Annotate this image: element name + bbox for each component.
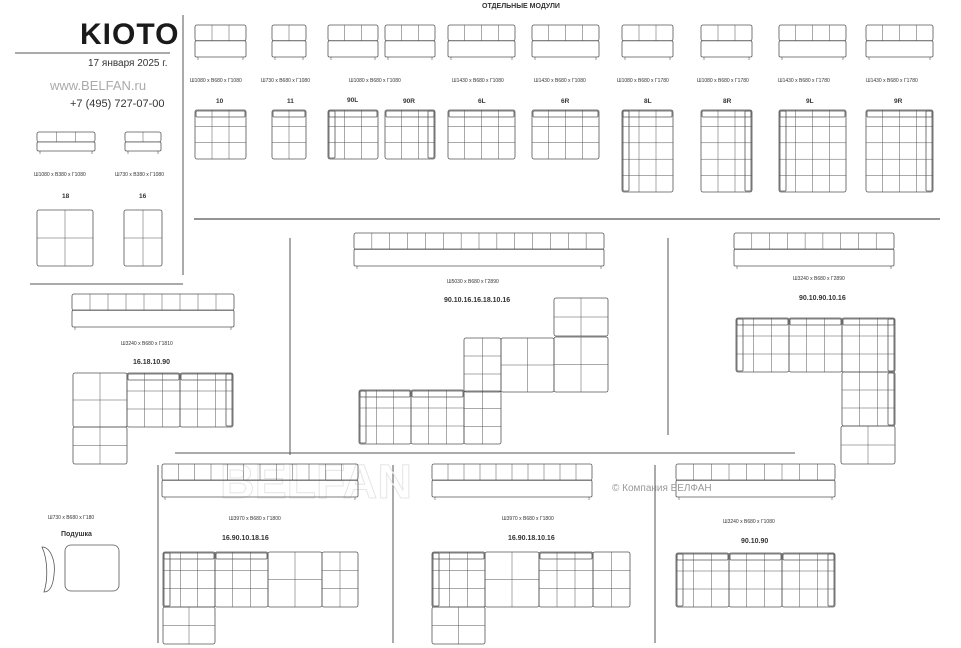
module-dims: Ш1430 х В680 х Г1080 <box>452 78 504 84</box>
module-code: 11 <box>287 98 294 105</box>
seat-outline <box>411 390 464 444</box>
sofa-base <box>125 142 161 151</box>
phone-number: +7 (495) 727-07-00 <box>70 98 165 110</box>
module-dims: Ш1430 х В680 х Г1080 <box>534 78 586 84</box>
module-dims: Ш1080 х В680 х Г1780 <box>617 78 669 84</box>
back-cushion <box>360 391 410 397</box>
seat-outline <box>701 110 752 192</box>
back-cushion <box>181 374 232 380</box>
module-dims: Ш1080 х В680 х Г1080 <box>190 78 242 84</box>
back-cushion <box>888 373 894 425</box>
sofa-base <box>448 41 515 57</box>
brand-title: KIOTO <box>80 18 180 51</box>
back-cushion <box>329 111 377 117</box>
back-cushion <box>702 111 751 117</box>
composition-code: 90.10.90.10.16 <box>799 295 846 302</box>
sofa-base <box>866 41 933 57</box>
composition-dims: Ш3240 х В680 х Г2890 <box>793 276 845 282</box>
seat-outline <box>782 553 835 607</box>
back-cushion <box>540 553 592 559</box>
composition-code: 16.90.10.18.16 <box>222 535 269 542</box>
back-cushion <box>926 111 932 191</box>
back-cushion <box>412 391 463 397</box>
copyright-note: © Компания БЕЛФАН <box>612 483 712 494</box>
module-code: 90L <box>347 97 359 104</box>
module-code: 6L <box>478 98 486 105</box>
pillow-label: Подушка <box>61 531 92 538</box>
sofa-base <box>779 41 846 57</box>
seat-outline <box>676 464 835 480</box>
sofa-base <box>272 41 306 57</box>
seat-outline <box>72 294 234 310</box>
back-cushion <box>730 554 781 560</box>
module-dims: Ш1080 х В680 х Г1780 <box>697 78 749 84</box>
module-code: 9L <box>806 98 814 105</box>
seat-outline <box>729 553 782 607</box>
sofa-base <box>532 41 599 57</box>
back-cushion <box>623 111 672 117</box>
back-cushion <box>216 553 267 559</box>
seat-outline <box>359 390 411 444</box>
back-cushion <box>745 111 751 191</box>
composition-code: 16.90.18.10.16 <box>508 535 555 542</box>
seat-outline <box>789 318 842 372</box>
section-title: ОТДЕЛЬНЫЕ МОДУЛИ <box>482 3 560 10</box>
back-cushion <box>737 319 743 371</box>
back-cushion <box>164 553 170 606</box>
sofa-base <box>734 249 894 266</box>
module-code: 10 <box>216 98 224 105</box>
back-cushion <box>783 554 834 560</box>
seat-outline <box>328 25 378 41</box>
back-cushion <box>677 554 728 560</box>
composition-code: 90.10.90 <box>741 538 769 545</box>
composition-dims: Ш3240 х В680 х Г1810 <box>121 341 173 347</box>
sofa-base <box>622 41 673 57</box>
module-dims: Ш1080 х В680 х Г1080 <box>349 78 401 84</box>
seat-outline <box>127 373 180 427</box>
sofa-base <box>701 41 752 57</box>
composition-code: 90.10.16.16.18.10.16 <box>444 297 511 304</box>
module-dims: Ш1430 х В680 х Г1780 <box>866 78 918 84</box>
module-code: 6R <box>561 98 570 105</box>
back-cushion <box>164 553 214 559</box>
back-cushion <box>433 553 484 559</box>
seat-outline <box>432 552 485 607</box>
module-code: 90R <box>403 98 415 105</box>
pouf-code: 18 <box>62 193 70 200</box>
seat-outline <box>539 552 593 607</box>
back-cushion <box>737 319 788 325</box>
seat-outline <box>37 132 95 142</box>
seat-outline <box>842 372 895 426</box>
seat-outline <box>163 552 215 607</box>
website-link[interactable]: www.BELFAN.ru <box>50 78 147 93</box>
seat-outline <box>180 373 233 427</box>
back-cushion <box>128 374 179 380</box>
back-cushion <box>780 111 786 191</box>
pouf-dims: Ш1080 х В380 х Г1080 <box>34 172 86 178</box>
sofa-base <box>162 480 358 497</box>
back-cushion <box>843 319 894 325</box>
sofa-base <box>195 41 246 57</box>
back-cushion <box>360 391 366 443</box>
back-cushion <box>677 554 683 606</box>
pouf-dims: Ш730 х В380 х Г1080 <box>115 172 164 178</box>
sofa-base <box>72 310 234 327</box>
sofa-base <box>385 41 435 57</box>
back-cushion <box>828 554 834 606</box>
seat-outline <box>701 25 752 41</box>
pillow-front-view <box>65 545 119 591</box>
back-cushion <box>790 319 841 325</box>
seat-outline <box>842 318 895 372</box>
module-dims: Ш1430 х В680 х Г1780 <box>778 78 830 84</box>
date-label: 17 января 2025 г. <box>88 58 168 69</box>
pouf-code: 16 <box>139 193 147 200</box>
watermark: BELFAN <box>220 456 412 509</box>
module-code: 8L <box>644 98 652 105</box>
composition-dims: Ш3970 х В680 х Г1800 <box>502 516 554 522</box>
seat-outline <box>385 25 435 41</box>
seat-outline <box>215 552 268 607</box>
sofa-base <box>37 142 95 151</box>
seat-outline <box>195 25 246 41</box>
sofa-base <box>354 249 604 266</box>
back-cushion <box>196 111 245 117</box>
seat-outline <box>734 233 894 249</box>
composition-dims: Ш3240 х В680 х Г1080 <box>723 519 775 525</box>
sofa-base <box>328 41 378 57</box>
back-cushion <box>329 111 335 158</box>
composition-dims: Ш3970 х В680 х Г1800 <box>229 516 281 522</box>
back-cushion <box>428 111 434 158</box>
seat-outline <box>622 110 673 192</box>
seat-outline <box>676 553 729 607</box>
back-cushion <box>623 111 629 191</box>
module-dims: Ш730 х В680 х Г1080 <box>261 78 310 84</box>
pillow-dims: Ш730 х В680 х Г180 <box>48 515 95 521</box>
composition-dims: Ш5030 х В680 х Г2890 <box>447 279 499 285</box>
sofa-base <box>432 480 592 497</box>
pillow-side-view <box>42 547 54 592</box>
back-cushion <box>433 553 439 606</box>
seat-outline <box>622 25 673 41</box>
module-code: 8R <box>723 98 732 105</box>
module-code: 9R <box>894 98 903 105</box>
back-cushion <box>888 319 894 371</box>
back-cushion <box>226 374 232 426</box>
composition-code: 16.18.10.90 <box>133 359 170 366</box>
seat-outline <box>736 318 789 372</box>
back-cushion <box>386 111 434 117</box>
